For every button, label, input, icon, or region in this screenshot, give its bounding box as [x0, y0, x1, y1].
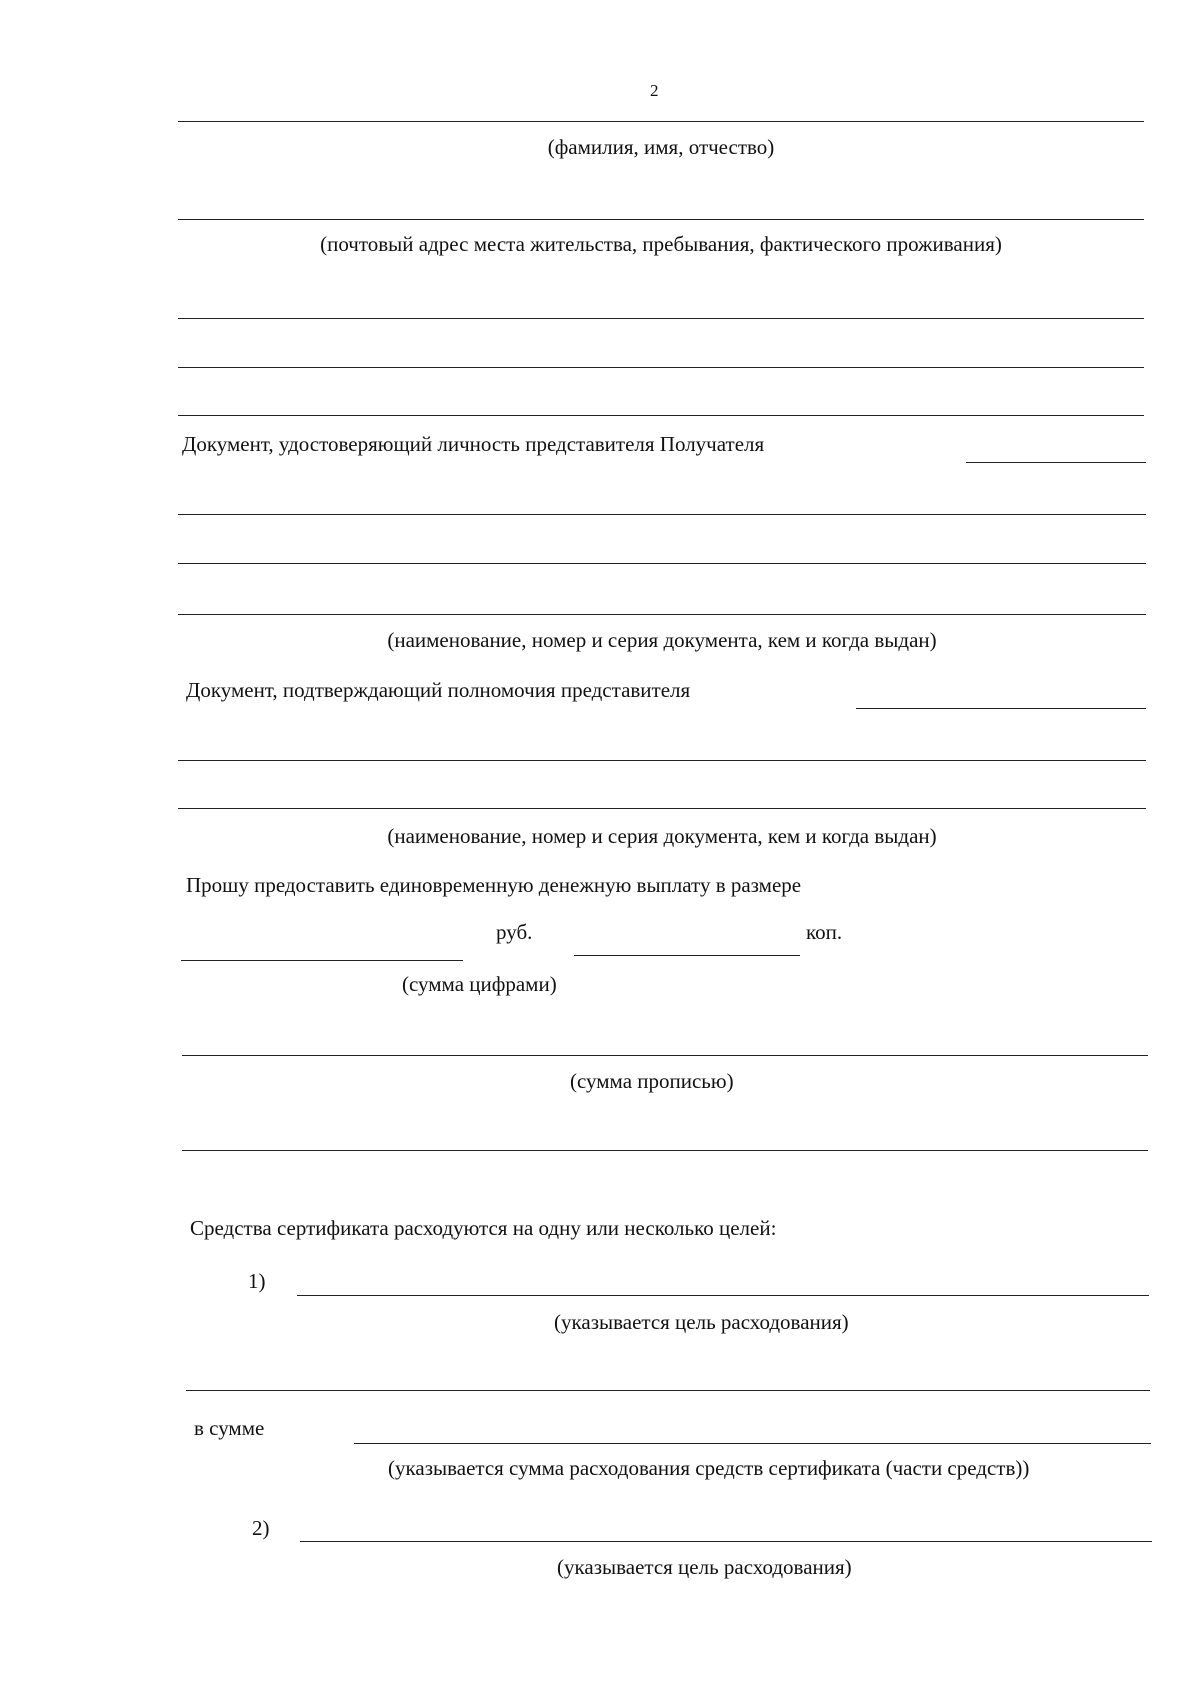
rub-amount-line[interactable]: [181, 960, 463, 961]
sum-words-line-2[interactable]: [182, 1150, 1148, 1151]
purpose-2-line[interactable]: [300, 1541, 1152, 1542]
authority-doc-line-3[interactable]: [178, 808, 1146, 809]
kop-label: коп.: [806, 920, 843, 944]
spending-intro: Средства сертификата расходуются на одну или несколько целей:: [190, 1216, 777, 1240]
authority-doc-line[interactable]: [856, 708, 1146, 709]
address-line[interactable]: [178, 219, 1144, 220]
purpose-2-caption: (указывается цель расходования): [557, 1555, 852, 1579]
fio-line[interactable]: [178, 121, 1144, 122]
sum-digits-caption: (сумма цифрами): [402, 972, 557, 996]
address-line-4[interactable]: [178, 415, 1144, 416]
authority-doc-label: Документ, подтверждающий полномочия представителя: [186, 678, 691, 702]
in-amount-label: в сумме: [194, 1416, 265, 1440]
authority-doc-line-2[interactable]: [178, 760, 1146, 761]
authority-doc-caption: (наименование, номер и серия документа, кем и когда выдан): [387, 824, 937, 848]
purpose-1-line[interactable]: [297, 1295, 1149, 1296]
page-number: 2: [650, 81, 659, 100]
identity-doc-line-2[interactable]: [178, 514, 1146, 515]
identity-doc-label: Документ, удостоверяющий личность представителя Получателя: [182, 432, 765, 456]
sum-words-line[interactable]: [182, 1055, 1148, 1056]
purpose-1-line-2[interactable]: [186, 1390, 1150, 1391]
fio-caption: (фамилия, имя, отчество): [547, 135, 775, 159]
address-line-3[interactable]: [178, 367, 1144, 368]
item-1-number: 1): [248, 1269, 266, 1293]
amount-1-line[interactable]: [354, 1443, 1151, 1444]
request-label: Прошу предоставить единовременную денежную выплату в размере: [186, 873, 802, 897]
sum-words-caption: (сумма прописью): [570, 1069, 734, 1093]
rub-label: руб.: [496, 920, 533, 944]
identity-doc-line[interactable]: [966, 462, 1146, 463]
kop-amount-line[interactable]: [574, 955, 800, 956]
amount-1-caption: (указывается сумма расходования средств сертификата (части средств)): [388, 1456, 1030, 1480]
address-line-2[interactable]: [178, 318, 1144, 319]
identity-doc-caption: (наименование, номер и серия документа, кем и когда выдан): [387, 628, 937, 652]
identity-doc-line-4[interactable]: [178, 614, 1146, 615]
address-caption: (почтовый адрес места жительства, пребывания, фактического проживания): [320, 232, 1002, 256]
purpose-1-caption: (указывается цель расходования): [554, 1310, 849, 1334]
identity-doc-line-3[interactable]: [178, 563, 1146, 564]
item-2-number: 2): [252, 1516, 270, 1540]
